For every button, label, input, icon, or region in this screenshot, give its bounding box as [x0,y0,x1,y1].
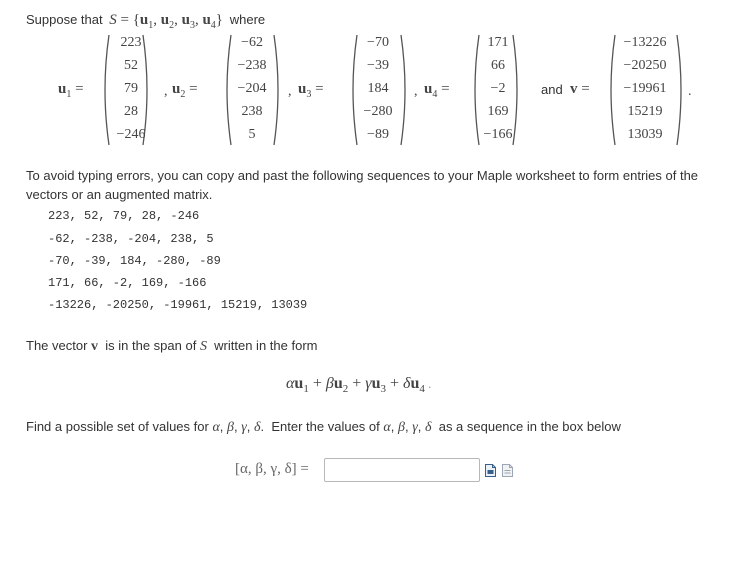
vector-entry-u1: 223 [120,35,142,50]
vector-label-v: v = [570,81,590,97]
sequence-u3: -70, -39, 184, -280, -89 [48,254,221,268]
sequence-u1: 223, 52, 79, 28, -246 [48,209,200,223]
help-icon[interactable] [502,464,513,477]
vector-entry-u2: −62 [241,35,263,50]
vector-entry-u1: 28 [124,104,138,119]
vector-label-u4: $u_4$ = [424,81,450,100]
vector-entry-u2: 5 [248,127,256,142]
answer-input[interactable] [324,458,480,482]
vector-entry-u3: −280 [363,104,393,119]
vector-entry-u4: −2 [490,81,506,96]
vector-entry-u3: 184 [367,81,389,96]
separator-u2: , [288,84,292,99]
vector-entry-u1: −246 [116,127,146,142]
answer-label: [α, β, γ, δ] = [235,461,309,477]
vector-entry-v: 15219 [627,104,663,119]
where-text: where [229,12,266,27]
vector-entry-u4: 66 [491,58,505,73]
vector-label-u1: $u_1$ = [58,81,84,100]
vector-label-u2: $u_2$ = [172,81,198,100]
separator-u3: , [414,84,418,99]
vector-entry-u4: −166 [483,127,513,142]
instructions-text: To avoid typing errors, you can copy and past the following sequences to your Maple worksheet to form entries of the vectors or an augmented matrix. [26,168,699,202]
vector-label-u3: $u_3$ = [298,81,324,100]
vector-entry-u2: −238 [237,58,267,73]
vector-entry-v: −13226 [623,35,667,50]
span-statement: The vector v is in the span of S written in the form [26,338,318,354]
set-expression: $S = \{u_1$, $u_2$, $u_3$, $u_4$} [109,12,227,31]
vector-entry-u2: 238 [241,104,263,119]
vector-entry-v: −19961 [623,81,667,96]
vector-entry-v: −20250 [623,58,667,73]
vector-entry-u4: 171 [487,35,509,50]
vector-entry-u2: −204 [237,81,267,96]
intro-line [26,12,265,31]
vector-entry-u1: 52 [124,58,138,73]
vector-entry-u3: −89 [367,127,389,142]
preview-icon[interactable] [485,464,496,477]
sequence-u2: -62, -238, -204, 238, 5 [48,232,214,246]
find-statement: Find a possible set of values for α, β, γ, δ. Enter the values of α, β, γ, δ as a sequence in the box below [26,419,621,435]
sequence-u4: 171, 66, -2, 169, -166 [48,276,207,290]
linear-combination-form: $\alpha u_1 + \beta u_2 + \gamma u_3 + \delta u_4$ . [286,375,432,396]
vector-entry-u3: −70 [367,35,389,50]
separator-u1: , [164,84,168,99]
intro-text: Suppose that [26,12,103,27]
sequence-v: -13226, -20250, -19961, 15219, 13039 [48,298,308,312]
vector-entry-u3: −39 [367,58,389,73]
separator-v: . [688,84,692,99]
and-text: and [541,82,563,97]
vector-entry-u1: 79 [124,81,138,96]
vector-entry-u4: 169 [487,104,509,119]
vector-entry-v: 13039 [627,127,663,142]
